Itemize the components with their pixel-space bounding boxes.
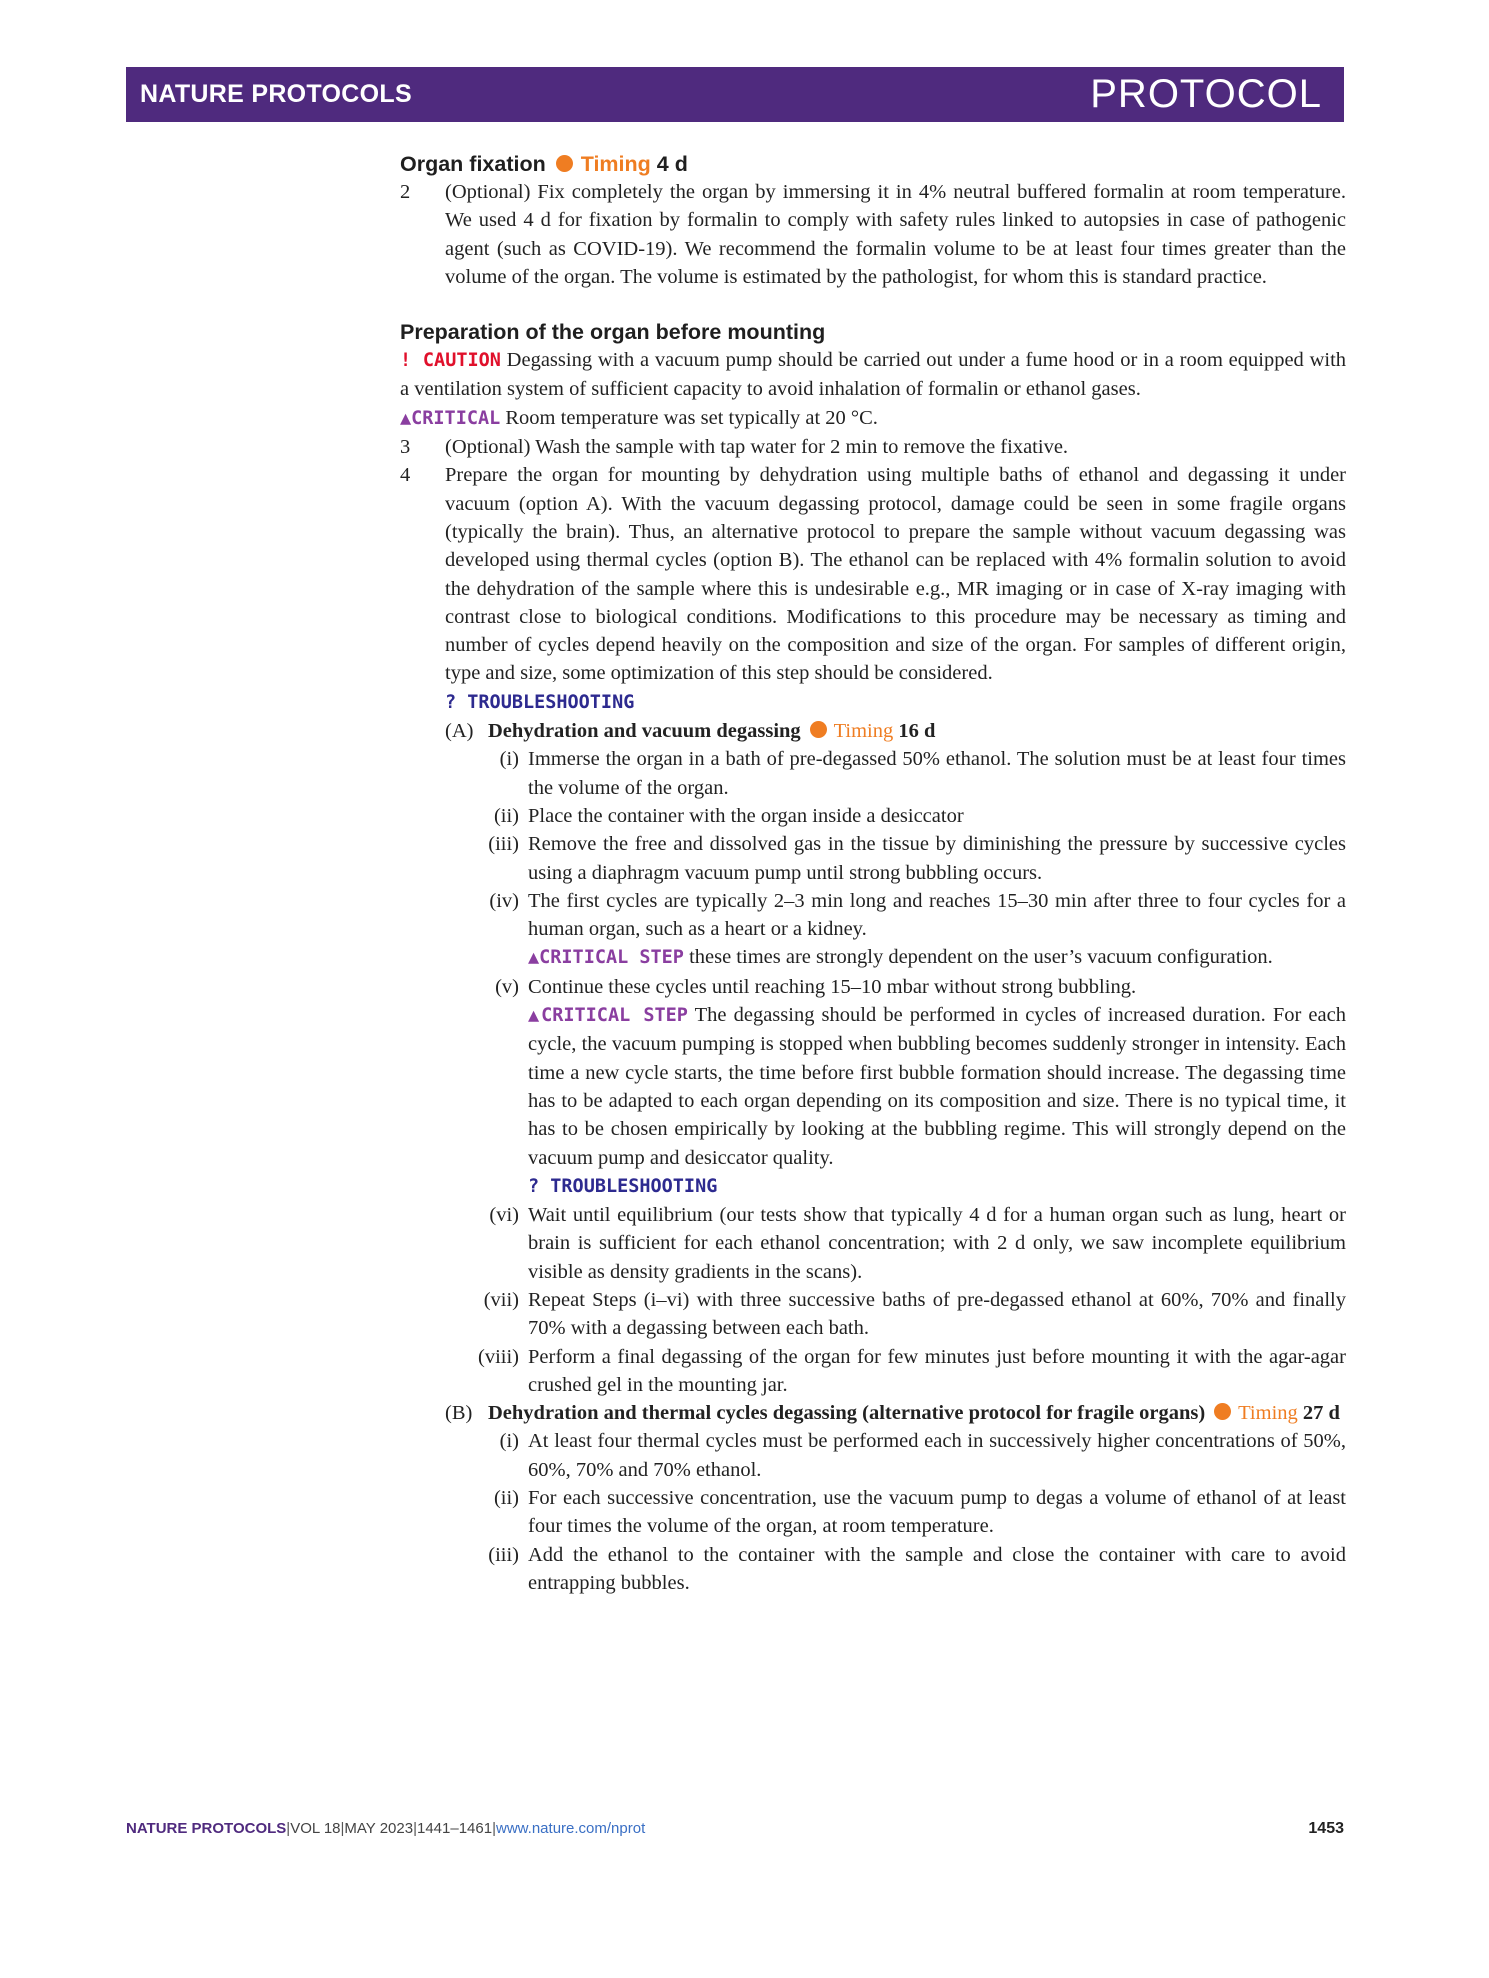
substep-a-v: (v) Continue these cycles until reaching 15–10 mbar without strong bubbling.	[495, 975, 1137, 998]
footer-pages: 1441–1461	[417, 1820, 493, 1837]
substep-a-vi: (vi) Wait until equilibrium (our tests show that typically 4 d for a human organ such as lung, heart or brain is sufficient for each ethanol concentration; with 2 d only, we saw incomplete equilibrium visible as density gradients in the scans).	[489, 1204, 1346, 1283]
footer-volume: VOL 18	[290, 1820, 341, 1837]
step-text: Prepare the organ for mounting by dehydration using multiple baths of ethanol and degassing it under vacuum (option A). With the vacuum degassing protocol, damage could be seen in some fragile organs (typically the brain). Thus, an alternative protocol to prepare the sample without vacuum degassing was developed using thermal cycles (option B). The ethanol can be replaced with 4% formalin solution to avoid the dehydration of the sample where this is undesirable e.g., MR imaging or in case of X-ray imaging with contrast close to biological conditions. Modifications to this procedure may be necessary as timing and number of cycles depend heavily on the composition and size of the organ. For samples of different origin, type and size, some optimization of this step should be considered.	[445, 464, 1346, 685]
step-text: (Optional) Wash the sample with tap water for 2 min to remove the fixative.	[445, 436, 1069, 459]
substep-a-iii: (iii) Remove the free and dissolved gas in the tissue by diminishing the pressure by successive cycles using a diaphragm vacuum pump until strong bubbling occurs.	[488, 833, 1346, 884]
critical-step-iv: ▲CRITICAL STEP these times are strongly dependent on the user’s vacuum configuration.	[528, 946, 1273, 969]
substep-a-i: (i) Immerse the organ in a bath of pre-degassed 50% ethanol. The solution must be at least four times the volume of the organ.	[499, 748, 1346, 799]
article-type: PROTOCOL	[1090, 72, 1322, 116]
step-number: 4	[400, 464, 411, 487]
substep-a-iv: (iv) The first cycles are typically 2–3 min long and reaches 15–30 min after three to four cycles for a human organ, such as a heart or a kidney.	[489, 889, 1346, 941]
page-footer: NATURE PROTOCOLS|VOL 18|MAY 2023|1441–1461|www.nature.com/nprot 1453	[126, 1820, 1344, 1837]
page-number: 1453	[1308, 1820, 1344, 1837]
footer-journal: NATURE PROTOCOLS	[126, 1820, 287, 1837]
troubleshooting-link: ? TROUBLESHOOTING	[445, 691, 635, 713]
step-4	[400, 461, 1346, 687]
timing-label: Timing	[580, 152, 651, 176]
substep-a-ii: (ii) Place the container with the organ inside a desiccator	[493, 804, 964, 827]
timing-icon	[810, 721, 827, 738]
critical-note: ▲CRITICAL Room temperature was set typically at 20 °C.	[400, 406, 878, 429]
timing-icon	[556, 155, 573, 172]
caution-note: ! CAUTION Degassing with a vacuum pump should be carried out under a fume hood or in a room equipped with a ventilation system of sufficient capacity to avoid inhalation of formalin or ethanol gases.	[400, 349, 1347, 401]
substep-a-viii: (viii) Perform a final degassing of the organ for few minutes just before mounting it with the agar-agar crushed gel in the mounting jar.	[478, 1345, 1346, 1396]
option-b-heading: (B) Dehydration and thermal cycles degassing (alternative protocol for fragile organs) Timing 27 d	[445, 1402, 1340, 1425]
substep-b-i: (i) At least four thermal cycles must be performed each in successively higher concentrations of 50%, 60%, 70% and 70% ethanol.	[499, 1430, 1346, 1481]
substep-a-vii: (vii) Repeat Steps (i–vi) with three successive baths of pre-degassed ethanol at 60%, 70% and finally 70% with a degassing between each bath.	[483, 1288, 1346, 1340]
critical-label: ▲CRITICAL	[400, 407, 501, 429]
footer-url[interactable]: www.nature.com/nprot	[496, 1820, 646, 1837]
step-number: 3	[400, 436, 411, 459]
step-number: 2	[400, 181, 411, 203]
timing-value: 4 d	[656, 152, 688, 176]
substep-b-iii: (iii) Add the ethanol to the container with the sample and close the container with care to avoid entrapping bubbles.	[488, 1543, 1346, 1594]
journal-name: NATURE PROTOCOLS	[140, 80, 412, 108]
caution-label: ! CAUTION	[400, 350, 501, 372]
article-body	[400, 150, 1346, 1597]
journal-banner	[126, 67, 1344, 122]
section-heading-fixation: Organ fixation Timing 4 d	[400, 152, 688, 176]
option-a-heading: (A) Dehydration and vacuum degassing Timing 16 d	[445, 720, 936, 743]
critical-step-v: ▲CRITICAL STEP The degassing should be performed in cycles of increased duration. For each cycle, the vacuum pumping is stopped when bubbling becomes suddenly stronger in intensity. Each time a new cycle starts, the time before first bubble formation should increase. The degassing time has to be adapted to each organ depending on its composition and size. There is no typical time, it has to be chosen empirically by looking at the bubbling regime. This will strongly depend on the vacuum pump and desiccator quality.	[528, 1004, 1346, 1169]
section-heading-preparation: Preparation of the organ before mounting	[400, 320, 826, 345]
troubleshooting-link-a: ? TROUBLESHOOTING	[528, 1175, 718, 1197]
footer-date: MAY 2023	[344, 1820, 414, 1837]
timing-icon	[1214, 1403, 1231, 1420]
substep-b-ii: (ii) For each successive concentration, use the vacuum pump to degas a volume of ethanol of at least four times the volume of the organ, at room temperature.	[493, 1487, 1346, 1538]
step-text: (Optional) Fix completely the organ by immersing it in 4% neutral buffered formalin at room temperature. We used 4 d for fixation by formalin to comply with safety rules linked to autopsies in case of pathogenic agent (such as COVID-19). We recommend the formalin volume to be at least four times greater than the volume of the organ. The volume is estimated by the pathologist, for whom this is standard practice.	[445, 181, 1346, 288]
step-2	[400, 178, 1346, 291]
step-3	[400, 433, 1346, 461]
